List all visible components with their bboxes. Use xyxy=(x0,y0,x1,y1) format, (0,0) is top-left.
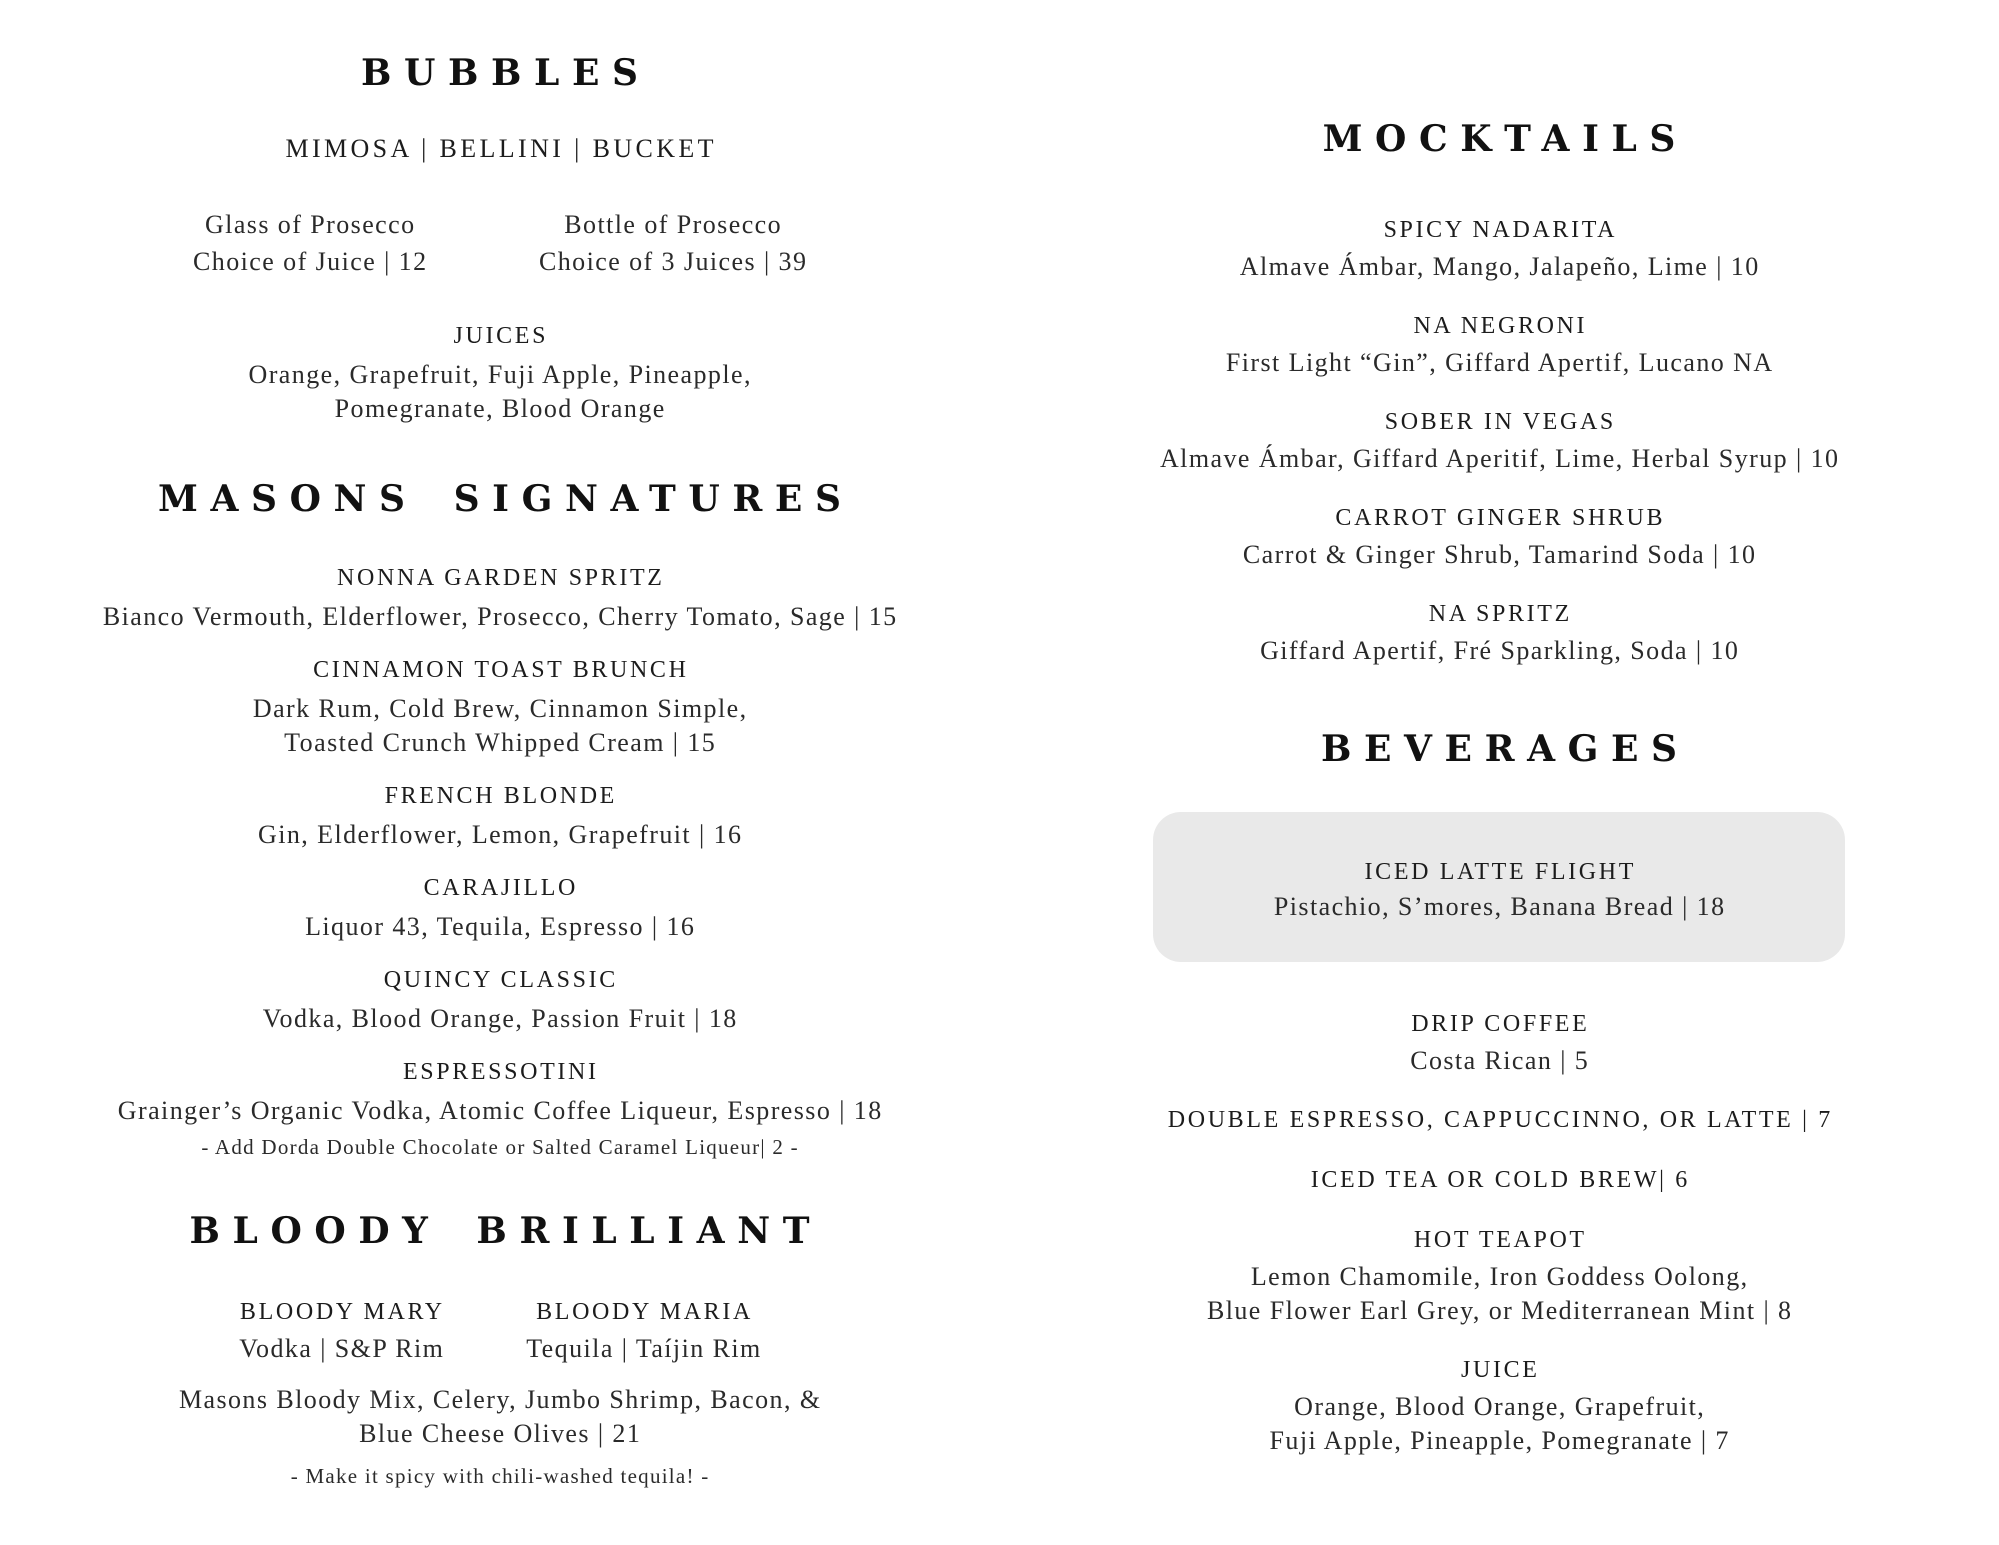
menu-item-quincy-classic xyxy=(0,962,999,1036)
option-line: Glass of Prosecco xyxy=(204,210,416,239)
item-description: Gin, Elderflower, Lemon, Grapefruit | 16 xyxy=(257,820,743,849)
section-signatures xyxy=(0,472,999,1160)
menu-item-spicy-nadarita xyxy=(999,212,1999,284)
prosecco-options xyxy=(0,206,999,280)
item-name: NA NEGRONI xyxy=(1413,313,1588,339)
menu-item-hot-teapot xyxy=(999,1222,1999,1328)
menu-item-carrot-ginger-shrub xyxy=(999,500,1999,572)
item-description: Almave Ámbar, Mango, Jalapeño, Lime | 10 xyxy=(1239,252,1760,281)
menu-item-na-negroni xyxy=(999,308,1999,380)
option-price-line: Choice of Juice | 12 xyxy=(193,247,428,276)
item-description: Liquor 43, Tequila, Espresso | 16 xyxy=(305,912,696,941)
juices-line: Orange, Grapefruit, Fuji Apple, Pineapple, xyxy=(248,360,752,389)
item-description: Blue Flower Earl Grey, or Mediterranean Mint | 8 xyxy=(1206,1296,1793,1325)
item-name: CARROT GINGER SHRUB xyxy=(1335,505,1666,531)
option-line: Bottle of Prosecco xyxy=(564,210,783,239)
item-description: Lemon Chamomile, Iron Goddess Oolong, xyxy=(1250,1262,1749,1291)
item-description: Orange, Blood Orange, Grapefruit, xyxy=(1294,1392,1706,1421)
item-description: Blue Cheese Olives | 21 xyxy=(359,1419,642,1448)
item-name: ICED LATTE FLIGHT xyxy=(1364,859,1637,885)
juices-list xyxy=(0,318,999,426)
item-name: JUICE xyxy=(1461,1357,1540,1383)
menu-item-carajillo xyxy=(0,870,999,944)
item-name: CINNAMON TOAST BRUNCH xyxy=(313,657,689,683)
item-name: NA SPRITZ xyxy=(1428,601,1572,627)
menu-item-double-espresso-cappuccino-latte xyxy=(999,1102,1999,1138)
bloody-mary-variant xyxy=(237,1294,444,1367)
beverages-items xyxy=(999,1006,1999,1458)
bloody-maria-variant xyxy=(525,1294,762,1367)
menu-item-espressotini xyxy=(0,1054,999,1160)
beverages-title: BEVERAGES xyxy=(1320,728,1690,770)
variant-line: Tequila | Taíjin Rim xyxy=(526,1334,762,1363)
left-column xyxy=(0,0,999,1489)
prosecco-option-glass xyxy=(192,206,428,280)
item-description: First Light “Gin”, Giffard Apertif, Lucano NA xyxy=(1225,348,1774,377)
item-description: Toasted Crunch Whipped Cream | 15 xyxy=(284,728,717,757)
signatures-title: MASONS SIGNATURES xyxy=(158,478,854,520)
menu-item-drip-coffee xyxy=(999,1006,1999,1078)
juices-line: Pomegranate, Blood Orange xyxy=(334,394,666,423)
item-name: ESPRESSOTINI xyxy=(402,1059,599,1085)
variant-line: Vodka | S&P Rim xyxy=(239,1334,445,1363)
item-description: Masons Bloody Mix, Celery, Jumbo Shrimp, Bacon, & xyxy=(178,1385,822,1414)
section-bloody-brilliant xyxy=(0,1204,999,1489)
section-bubbles xyxy=(0,46,999,426)
item-description: Vodka, Blood Orange, Passion Fruit | 18 xyxy=(262,1004,738,1033)
item-name: DOUBLE ESPRESSO, CAPPUCCINNO, OR LATTE | 7 xyxy=(1167,1107,1833,1133)
item-description: Costa Rican | 5 xyxy=(1410,1046,1590,1075)
right-column xyxy=(999,0,1999,1482)
item-name: SPICY NADARITA xyxy=(1383,217,1618,243)
item-description: Grainger’s Organic Vodka, Atomic Coffee Liqueur, Espresso | 18 xyxy=(117,1096,883,1125)
item-description: Dark Rum, Cold Brew, Cinnamon Simple, xyxy=(252,694,748,723)
option-price-line: Choice of 3 Juices | 39 xyxy=(538,247,808,276)
bloody-spicy-note: - Make it spicy with chili-washed tequila! - xyxy=(290,1464,710,1488)
iced-latte-flight-highlight-box xyxy=(1153,812,1845,962)
menu-item-sober-in-vegas xyxy=(999,404,1999,476)
bloody-description xyxy=(0,1383,999,1451)
item-name: QUINCY CLASSIC xyxy=(383,967,618,993)
item-description: Carrot & Ginger Shrub, Tamarind Soda | 10 xyxy=(1242,540,1757,569)
menu-item-juice xyxy=(999,1352,1999,1458)
item-addon-note: - Add Dorda Double Chocolate or Salted Caramel Liqueur| 2 - xyxy=(201,1135,799,1159)
variant-name: BLOODY MARIA xyxy=(536,1299,753,1325)
item-description: Giffard Apertif, Fré Sparkling, Soda | 10 xyxy=(1260,636,1740,665)
item-name: DRIP COFFEE xyxy=(1411,1011,1590,1037)
menu-item-na-spritz xyxy=(999,596,1999,668)
item-name: SOBER IN VEGAS xyxy=(1384,409,1616,435)
item-description: Pistachio, S’mores, Banana Bread | 18 xyxy=(1273,892,1726,921)
item-name: NONNA GARDEN SPRITZ xyxy=(337,565,665,591)
menu-item-nonna-garden-spritz xyxy=(0,560,999,634)
item-description: Bianco Vermouth, Elderflower, Prosecco, Cherry Tomato, Sage | 15 xyxy=(102,602,898,631)
item-description: Fuji Apple, Pineapple, Pomegranate | 7 xyxy=(1269,1426,1730,1455)
menu-item-french-blonde xyxy=(0,778,999,852)
mocktails-title: MOCKTAILS xyxy=(1322,118,1689,160)
bloody-variants xyxy=(0,1294,999,1367)
item-name: ICED TEA OR COLD BREW| 6 xyxy=(1310,1167,1690,1193)
item-name: HOT TEAPOT xyxy=(1413,1227,1587,1253)
item-name: FRENCH BLONDE xyxy=(384,783,617,809)
juices-label: JUICES xyxy=(453,323,549,349)
bubbles-subtitle: MIMOSA | BELLINI | BUCKET xyxy=(285,134,717,163)
section-beverages xyxy=(999,722,1999,1458)
variant-name: BLOODY MARY xyxy=(239,1299,445,1325)
item-name: CARAJILLO xyxy=(423,875,579,901)
menu-item-iced-tea-cold-brew xyxy=(999,1162,1999,1198)
mocktails-items xyxy=(999,212,1999,668)
bloody-title: BLOODY BRILLIANT xyxy=(189,1210,823,1252)
prosecco-option-bottle xyxy=(538,206,808,280)
bubbles-title: BUBBLES xyxy=(360,52,651,94)
signatures-items xyxy=(0,560,999,1160)
section-mocktails xyxy=(999,112,1999,668)
menu-item-cinnamon-toast-brunch xyxy=(0,652,999,760)
item-description: Almave Ámbar, Giffard Aperitif, Lime, Herbal Syrup | 10 xyxy=(1159,444,1840,473)
